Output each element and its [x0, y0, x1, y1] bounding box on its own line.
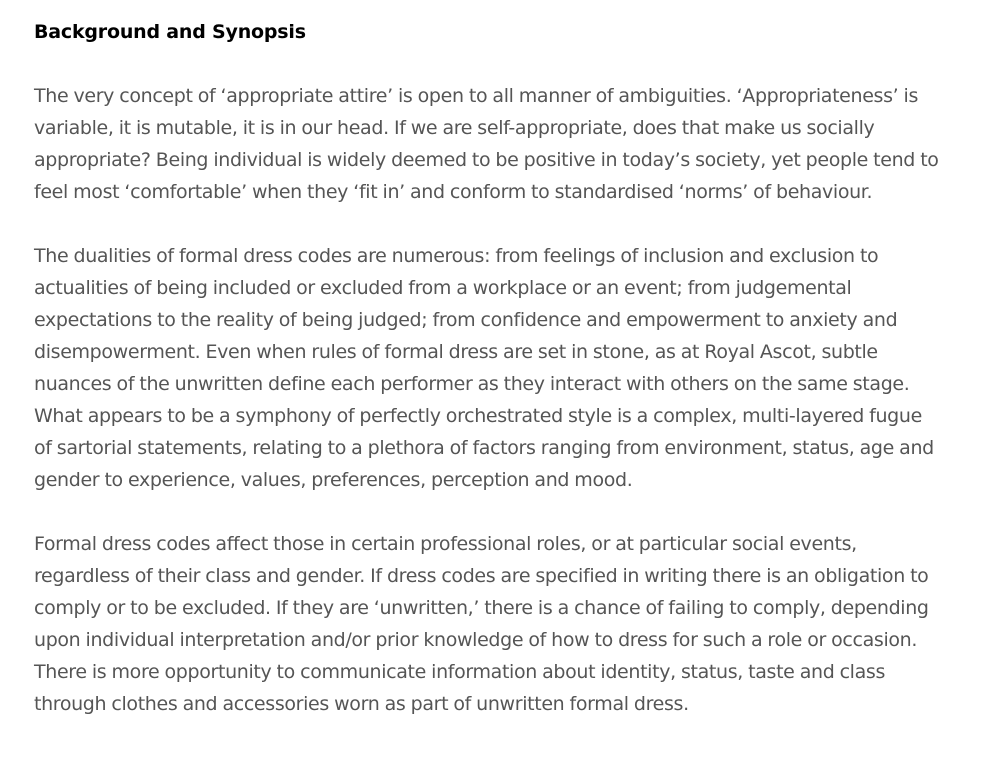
paragraph-dualities-of-dress-codes: The dualities of formal dress codes are numerous: from feelings of inclusion and exclusion to actualities of being included or excluded from a workplace or an event; from judgemental expectations to the reality of being judged; from confidence and empowerment to anxiety and disempowerment. Even when rules of formal dress are set in stone, as at Royal Ascot, subtle nuances of the unwritten define each performer as they interact with others on the same stage. What appears to be a symphony of perfectly orchestrated style is a complex, multi-layered fugue of sartorial statements, relating to a plethora of factors ranging from environment, status, age and gender to experience, values, preferences, perception and mood.	[34, 245, 934, 491]
paragraph-formal-dress-codes: Formal dress codes affect those in certain professional roles, or at particular social events, regardless of their class and gender. If dress codes are specified in writing there is an obligation to comply or to be excluded. If they are ‘unwritten,’ there is a chance of failing to comply, depending upon individual interpretation and/or prior knowledge of how to dress for such a role or occasion. There is more opportunity to communicate information about identity, status, taste and class through clothes and accessories worn as part of unwritten formal dress.	[34, 533, 929, 715]
paragraph-appropriate-attire: The very concept of ‘appropriate attire’ is open to all manner of ambiguities. ‘Appropriateness’ is variable, it is mutable, it is in our head. If we are self-appropriate, does that make us socially appropriate? Being individual is widely deemed to be positive in today’s society, yet people tend to feel most ‘comfortable’ when they ‘fit in’ and conform to standardised ‘norms’ of behaviour.	[34, 85, 939, 203]
section-heading: Background and Synopsis	[34, 21, 306, 43]
